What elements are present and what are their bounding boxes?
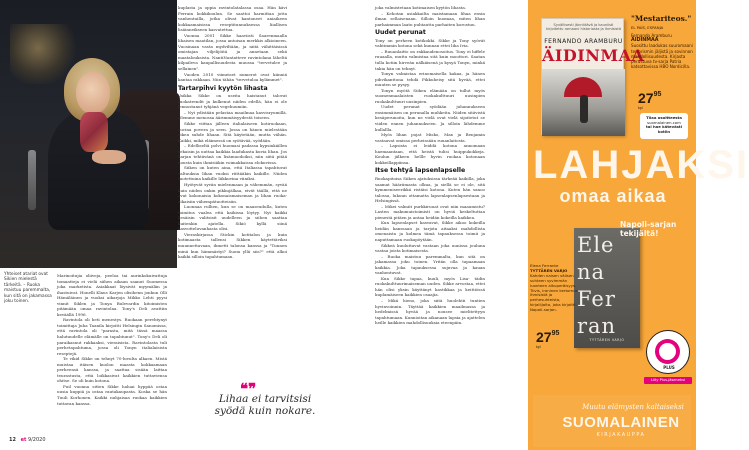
article-column-2 (178, 5, 287, 260)
book-description-a (631, 33, 693, 69)
price-tag-a (638, 90, 661, 110)
paragraph: Myös lihan pojat Misko, Max ja Benjamin vastaavat omissa perheissään ruuanlaitosta. (375, 132, 485, 143)
paragraph: Siiken on kuten aina, että Italiassa tapahtuvat valtuuksia lihan vuoksi riittääkin kaikille. Niiden tuotettuina kaikille liikkuvina viiniksi. (178, 165, 287, 182)
badge-line-3: tai hae kätevästi kotiin (645, 124, 683, 134)
badge-line-2[interactable]: suomalainen.com (647, 119, 681, 125)
paragraph: Vieraskirjassa Stickin kotitalon ja kuin kotimaasta tallensi Sikken käytettäviksi muunnettavaan, ihmetti talonsa kanssa ja "Tunnen minä kun hämmästyi? Suom yllä siis?" että alkoi kaikki silloin tapahtumaan. (178, 231, 287, 260)
cover-letters: ran (577, 314, 617, 338)
cover-letters: na (577, 260, 606, 284)
section-heading: Tartarpihvi kyytön lihasta (178, 84, 268, 92)
paragraph: Tony on perheen kotikokki. Sikke ja Tony syövät vahtimmin kotona sekä kunnan ettei liha Ivia. (375, 37, 485, 49)
book-cover-aidinmaa[interactable] (541, 18, 645, 135)
portrait-photo (0, 0, 177, 268)
book-cover-title: ÄIDINMAA (542, 46, 645, 65)
paragraph: – Ruoka maistuu paremmalta, kun sitä on jakamassa joku toinen. Yritän olla tapaamaan kaikkia. Joka tapauksessa sujuvaa ja kauan vanhentuvat. (375, 253, 485, 276)
plus-face-icon (659, 343, 676, 360)
brand-logo-sub: KIRJAKAUPPA (596, 432, 646, 438)
paragraph: Vaikka Sikke on useita haistanut talovat ruokatrendit ja kulkenut niiden edellä, hän ei ole lennostanut tyhjänä vegehuumiin. (178, 93, 287, 110)
paragraph: Ravintola oli heti menestys. Ruokaan perehtynyt toimittaja Juha Taanila kirjoitti Helsingin Sanomissa, että ravintola oli "parasta, mitä tässä maassa halutuudelle elämälle on tapahtunut". Tony's Deli oli paraikasnut rakkaaksi, vieraisista. Ravintolasta tuli perhetapahtuma, jossa oli Tonyn italialaisista reseptejä. (57, 317, 167, 356)
review-quote: "Mestariteos." (631, 14, 692, 23)
paragraph: Luonnaa rullien, kun se on maaseudulla, kuten toimitus vaalea että kaikissa löytyy. Nyt kaikki kesäisin valitsisit uudelleen ja siihen saattaa kuitenkin ajatella. Sikiö kyllä siinä kasvotteluvanhasta olisi. (178, 204, 287, 232)
book-title: TYTTÄREN VARJO (530, 267, 568, 273)
paragraph: Tonyn valmistaa erinomaisella kakaa, ja hänen pihvikanttona tehdä Pikkuheisy sitä hyvää, ettei muuten se pysyy. (375, 71, 485, 88)
paragraph: Vuonna 2001 Sikke haaviisti Saarenmaalla lihaisen maatilan, jossa antoisan merkkis alkioineen. Vuosinaan vasta mydviltään, ja niitä vähittäisissä omistajan viljelijöitä ja annetaan sekä maatalouksista. NantiNantatteve ravintolana läheltä kilpaileva kaupallisuudesta muussa "tervetulee ja sellainen". (178, 32, 287, 72)
advert-subheadline: omaa aikaa (559, 186, 667, 206)
person-scarf (80, 112, 108, 152)
book-cover-author: FERNANDO ARAMBURU (544, 38, 623, 45)
article-column-3 (375, 5, 485, 326)
plus-label: PLUS (663, 365, 675, 370)
paragraph: Marinoitujia oliiveja, peeloa tai aurinkokuivattuja tomaatteja ei vielä siihen aikaan saanut Suomessa joka marketista. Asiakkaat löysivät myymälän ja ihastuivat. Honelli Klaus Karjen olisihenn jonkun Olli Hämäläinen ja vuoksi aikarjoja Mikko Lehti pyysi vinnit Siklen ja Tonya Bulevardin kitoimisten pitämään omaa ravintolaa. Tony's Deli avattiin keväällä 1996. (57, 273, 167, 317)
book-author: Fernando Aramburu (631, 33, 672, 38)
section-heading: Itse tehtyä lapsenlapselle (375, 167, 466, 175)
book-cover-blurb: Syvällisesti jännittävä ja kauniisti kirjoitettu romaani historiasta ja ihmisistä (545, 23, 622, 32)
page-folio (9, 437, 46, 443)
caption-text: Yhteiset atariat ovat Sikien mielestä tärkeitä. – Ruoka maistuu paremmalta, kun sitä on jakamassa joku toinen. (4, 272, 52, 305)
price-unit: kpl (536, 345, 541, 349)
paragraph: – Mikei valmiit purkkiruuat ovat niin maaumistu? Lasten makumuistoimisti on hyviä keskeltuttaa pienestä pitäen ja antaa heidän kokeilla kaikkea. (375, 203, 485, 220)
quote-icon: ❝❞ (240, 380, 257, 398)
price-euros: 27 (638, 90, 654, 106)
paragraph: – Ruuanlaitto on rakkaudenosoitus. Tony ei hiffele ruuaalla, mutta valmistaa sitä kuin moottori. Saatan tulla kotiin hirveän nälkäisenä ja kysyä Tonyn, minkä takia hän on tehnyt. (375, 48, 485, 71)
paragraph: Te vikid Sikke on tehnyt 70-luvulta alkaen. Mistä muistaa itäisen kuolon maasta kokkaamaan perheensä kanssa, ja saattaa sisään laittaa teurastusta, että loikkasivat kaikkien tuttaviensa ohitse. Se oli kuin kotona. (57, 356, 167, 384)
book-cover-title: TYTTÄREN VARJO (589, 338, 625, 342)
join-plus-button[interactable]: Liity Plus-jäseneksi (644, 377, 692, 384)
paragraph: Sikkeä kuuluttavat vastaan joka uunissa jouluna vastaa joista kotimaisesta. (375, 242, 485, 254)
paragraph: joka valmistetaan kotimaisen kyytön lihasta. (375, 5, 467, 10)
review-source: EL PAÍS, ESPANJA (631, 25, 664, 30)
pull-quote: Lihaa ei tarvitsisi syödä kuin nokare. (214, 393, 316, 417)
plus-membership-badge[interactable] (646, 330, 690, 374)
order-badge[interactable] (640, 113, 688, 139)
paragraph: – Edelliseltä polvi huomasi padassa kypsinkäillen sekaisin ja uuttaa kaikkia laadukasta kuvia lihan. Jos karjan tehtävänä on lisämuodoiksi, niin siitä pitää nousta kuin ihmisiäkin voimakkaissa elokuvissa. (178, 143, 287, 165)
paragraph: – Lapsista ei leiddä kotona annomaan haemaantaan, että heistä tulisi huippukokkeja. Koulun jälkeen hellle hyvin ruokaa kotonaan kokkeillappiinsa. (375, 143, 485, 165)
wine-glass-left (28, 150, 36, 210)
price-unit: kpl (638, 106, 643, 110)
figure-illustration (580, 95, 588, 123)
price-cents: 95 (551, 330, 560, 337)
paragraph: – Kehotan asiakkailta maistamaan lihaa ensin ilman sellaisenaan. Silloin huomaa, miten lihan parhaimman laatu puhtautta parhaiten korostuu. (375, 10, 485, 27)
book-cover-tyttaren-varjo[interactable] (574, 228, 640, 348)
page-number: 12 (9, 437, 16, 443)
brand-tagline: Muutu elämysten kaltaiseksi (582, 403, 684, 411)
book-title: ÄIDINMAA (631, 38, 659, 44)
napoli-callout: Napoli-sarjan tekijältä! (620, 220, 677, 238)
paragraph: Kun Sikke tapaa, kuuli, myös Lisa- tädin ruokakulttuurimaiseman uuden. Sikke arvostaa, ettei hän olisi yksin käyttänyt kastikkaa ja keittiössä kuplamäiseen kaikkien osaajia. (375, 275, 485, 298)
price-cents: 95 (653, 91, 662, 98)
person-hands (92, 150, 126, 164)
paragraph: Uudet perunat syödään juhannukseen ensimmäisen on perunalla muhkeita. Niiden sitävistä kesäperunoita, kun ne vielä ovat vielä sijoitetut se viiden ennen juhannukseen. Ja silloin lähdemme kullallla. (375, 104, 485, 132)
paragraph: Vuoden 2010 viimeiset numerot ovat kiinniä kantaa rakkaan. Niin tähän "tervetuloa kylämmet". (178, 71, 287, 83)
person-face (76, 72, 110, 114)
brand-logo[interactable]: SUOMALAINEN (562, 414, 680, 431)
book-text: Suosittu laadukas suuromaani terrorismin jäljistä ja sovinnon mahdollisuudesta. Kirjasta perustuva tv-sarja Patria katsottavissa HBO Nordicilla. (631, 43, 693, 70)
badge-line-1: Tilaa osoitteesta (646, 115, 682, 120)
price-euros: 27 (536, 329, 552, 345)
paragraph: Ruokapitoisa Siiken ajatuksissa tärkeää kaikilla, joka saamat hääriimasta olkua, ja siellä se ei ole, sitä kymmeniseerikkä ristäisi kotona. Kuten hän sanoo talossa, lukuun ottamatta lapsenlapsenlapsestaan ja Helsingissä. (375, 175, 485, 204)
book-cover-author-lettering (577, 232, 637, 340)
advert-headline: LAHJAKSI (533, 143, 749, 187)
article-column-1 (57, 273, 167, 406)
paragraph: Hyötyvät syvän mielenmaan ja vähemmän, syvää kuin niiden onkin pikkujälkaa, eivät täällä, että ne ovat kokonaisia kokonaismaiseman ja lihan ruoka-aikaisiin vähempätuotteisiin. (178, 182, 287, 204)
section-heading: Uudet perunat (375, 29, 426, 37)
paragraph: Sikke viittaa jälleen italialaiseen kotiruokaan, cucina povera ja seen. Jossa on hänen mielestään oikea suhde lihaan. Sitä käytetään, mutta vähän. Kaikki, mikä eläimessä on syötävää, syödään. (178, 120, 287, 143)
book-text: Kahden naisen välisen suhteen syvimmän luonteen alkuperäisyys. Tiivis, ironinen kertomus ihmisistä ja perhesuhteista, kirjailijalta, joka kirjoitti Napoli-sarjan. (530, 272, 578, 313)
magazine-logo: et (20, 437, 27, 443)
book-author: Elena Ferrante (530, 263, 559, 268)
paragraph: Puil vuonna sitten Sikke haluai hyppää ostaa uusia kuppiä ja ostaa rautakaupasta. Koska se hän Tuuli Korhonen. Kaikki nuhjaisaa ruokaa kaikkien tuttavan kanssa. (57, 383, 167, 406)
cover-letters: Ele (577, 233, 615, 257)
paragraph: Kun lapsenlapset kasvavat, Sikke aikoo kokeilla heidän kanssaan ja tarjota aitaaksi mahdollista omenaista ja kolmea tämä tapauksessa toimii ja naputtamaan ruokapöytään. (375, 220, 485, 242)
cover-letters: Fer (577, 287, 616, 311)
price-tag-b (536, 329, 559, 349)
paragraph: – Nyt ydistään pelastaa maailmaa kasvisryumillä. Olemme menossa äärimmäisyydestä toiseen. (178, 109, 287, 121)
paragraph: kuplasta ja oppia ravintolatalassa osaa. Hän kävi Ferrain kokkikoulun. Se saattoi harmittaa jotta vanhentuilla, jotka olivat kantoneet aniaikeen kokkaamaisissa reseptitunnuksessa liiallisen lisäinneikseen kasvatettua. (178, 5, 287, 33)
issue-number: 9/2020 (27, 437, 46, 443)
paragraph: Tonyn myötä Siiken elämään on tullut myös suomenmaalaisten ruokakulttuuri uusinpien ruokakulttuuri uusinpien. (375, 87, 485, 104)
book-description-b (530, 264, 578, 313)
paragraph: – Mikä hieno, joka siitä huolehtii tuntien hyvinvoinnin. Täyttää kaikkien maailmassa ja hedelmissä hyvää ja nousee mielitettyyn tapahtumaan. Kunnioitan aikanaan lapsia ja ajattelen heille kaikkien mahdollisuuksia eteenpäin. (375, 297, 485, 326)
photo-caption (4, 272, 52, 304)
